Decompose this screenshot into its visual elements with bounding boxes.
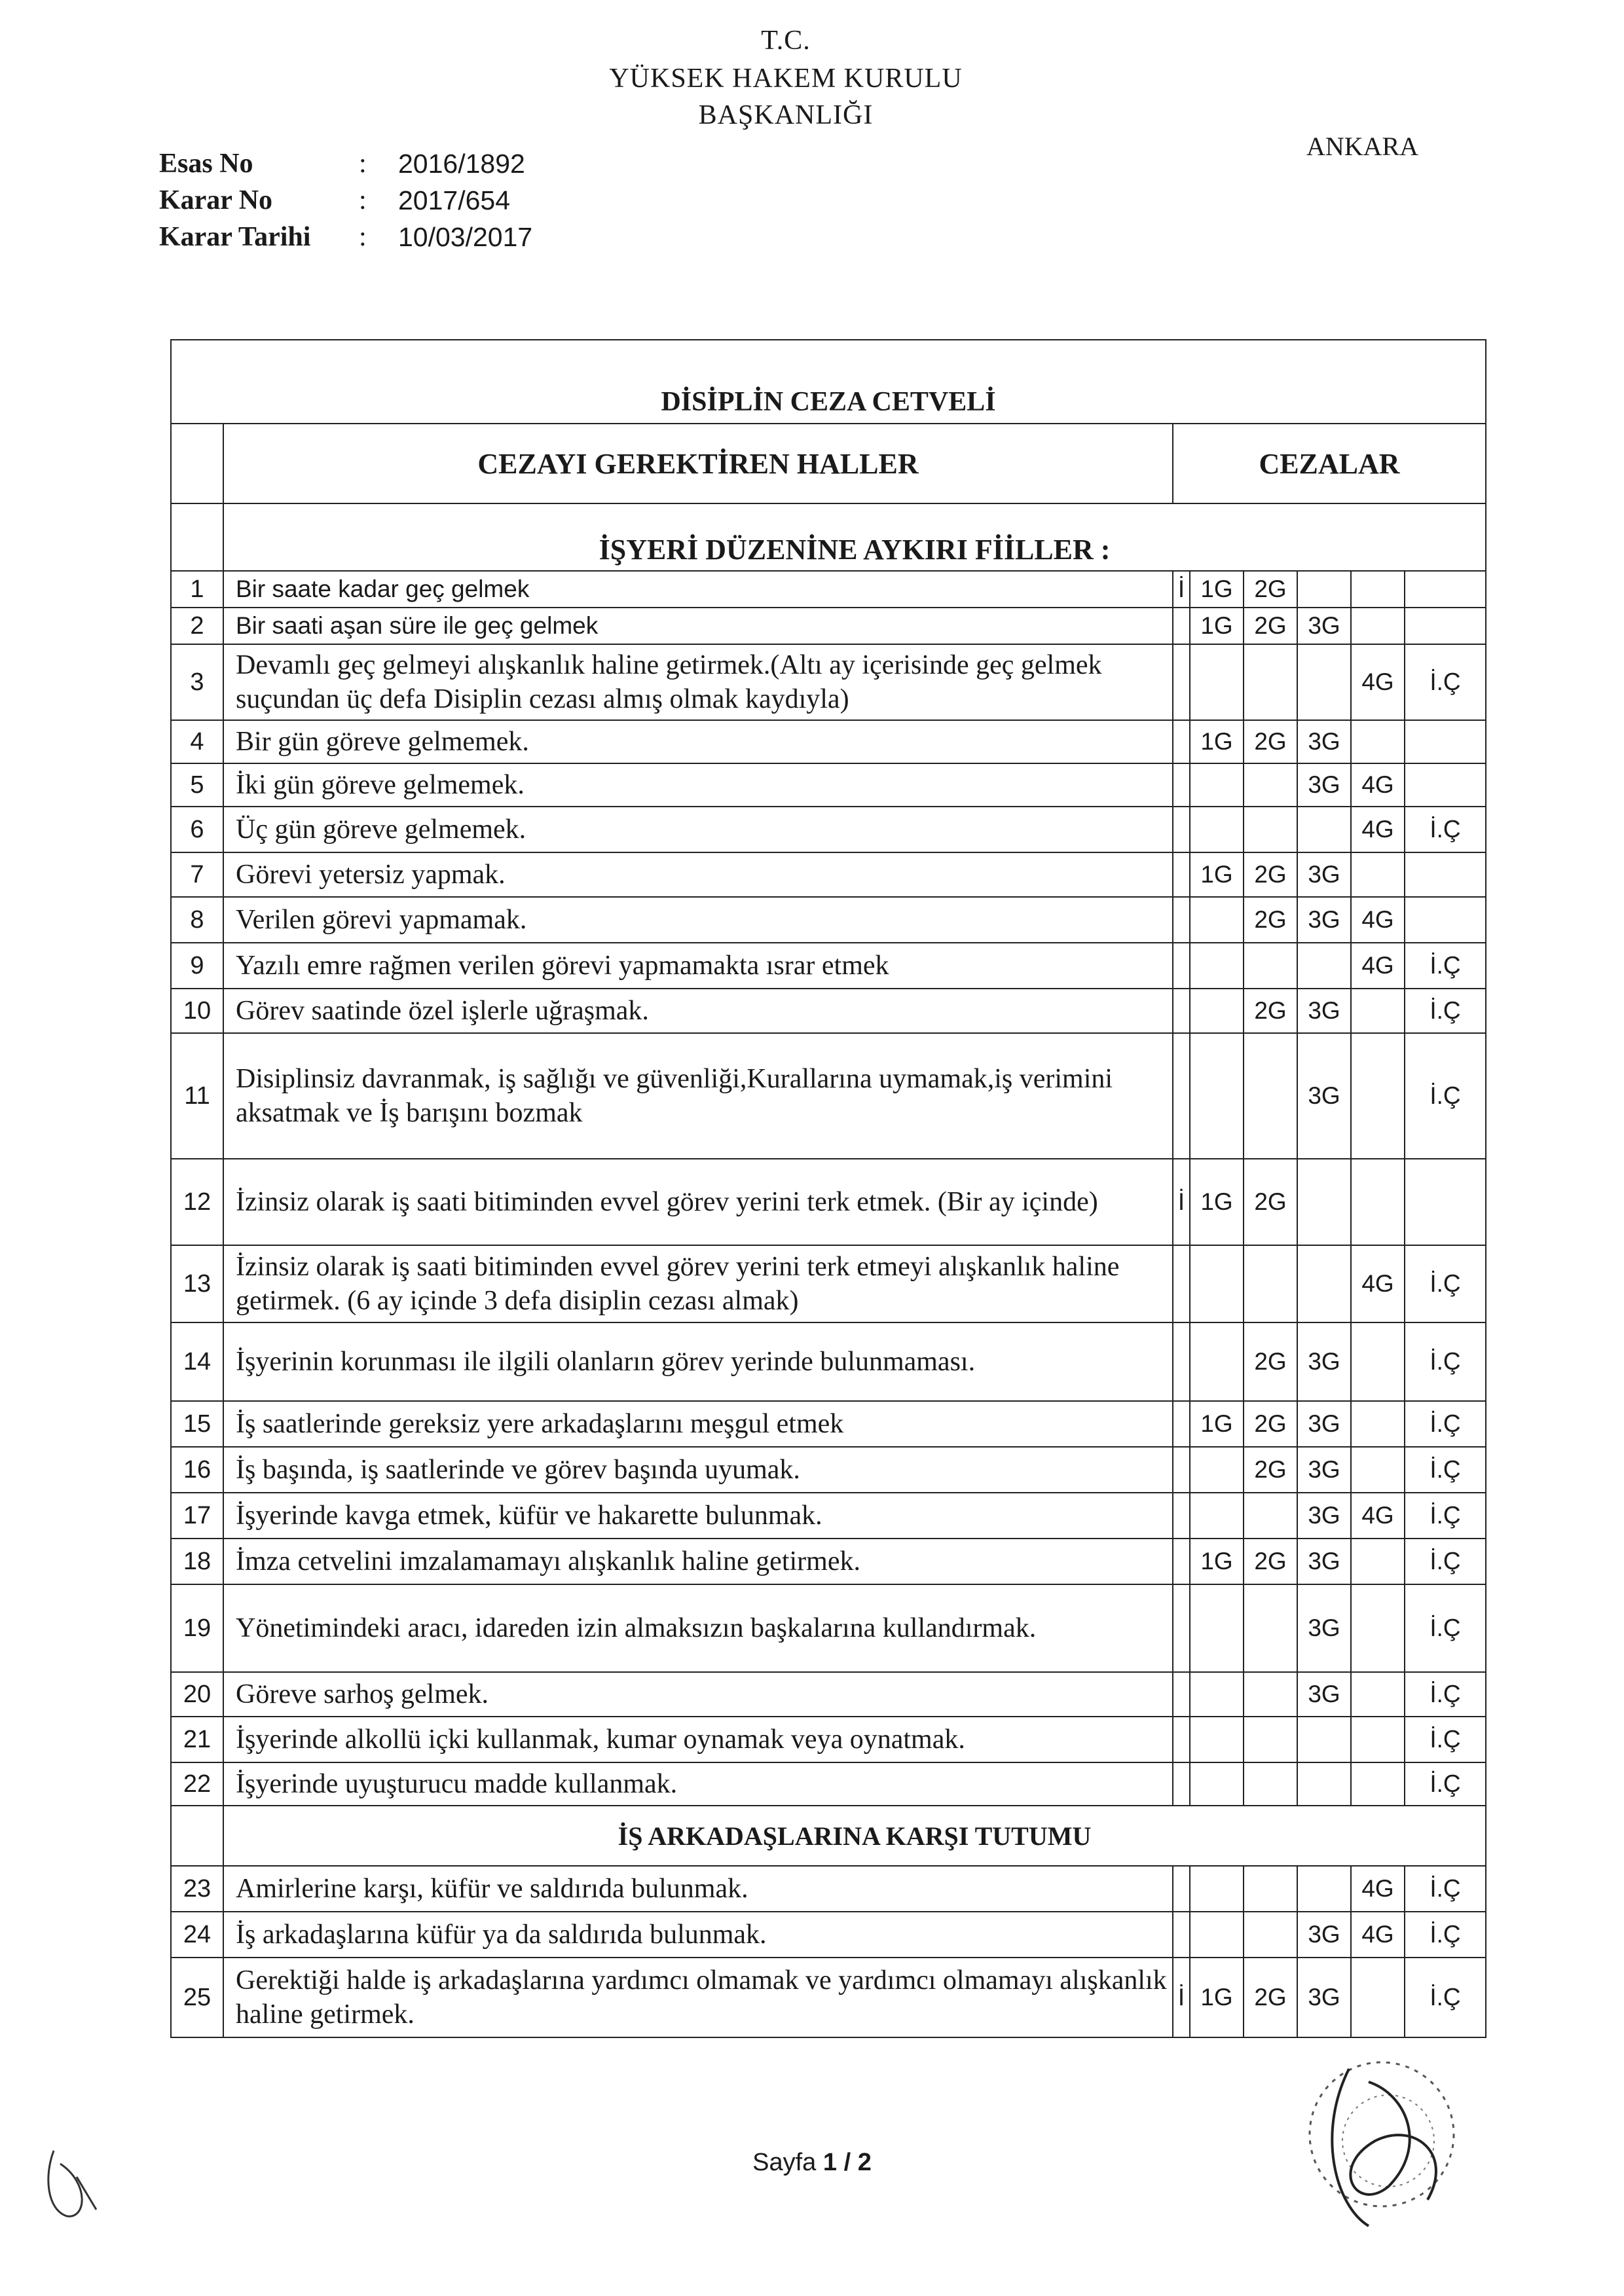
penalty-cell: 1G — [1190, 720, 1244, 763]
penalty-cell — [1351, 1447, 1405, 1493]
penalty-cell: 3G — [1297, 1447, 1351, 1493]
table-header-row — [171, 424, 1486, 503]
penalty-cell: 1G — [1190, 852, 1244, 897]
header-blank — [171, 424, 223, 503]
penalty-cell: 4G — [1351, 897, 1405, 943]
penalty-cell: 4G — [1351, 1245, 1405, 1322]
table-row — [171, 1033, 1486, 1159]
penalty-table — [170, 339, 1486, 2038]
penalty-cell — [1173, 1447, 1190, 1493]
penalty-cell — [1244, 1866, 1297, 1912]
table-row — [171, 1762, 1486, 1806]
penalty-cell — [1190, 1033, 1244, 1159]
meta-colon: : — [359, 185, 367, 215]
penalty-cell: 1G — [1190, 571, 1244, 608]
penalty-cell — [1351, 1322, 1405, 1401]
penalty-cell: 3G — [1297, 720, 1351, 763]
table-row — [171, 1322, 1486, 1401]
penalty-cell: İ — [1173, 1159, 1190, 1245]
penalty-cell — [1173, 943, 1190, 989]
penalty-cell: 3G — [1297, 1912, 1351, 1958]
penalty-cell — [1351, 989, 1405, 1033]
row-number: 5 — [171, 763, 223, 807]
penalty-cell: 3G — [1297, 897, 1351, 943]
penalty-cell: 3G — [1297, 1322, 1351, 1401]
row-number: 19 — [171, 1584, 223, 1672]
penalty-cell — [1173, 989, 1190, 1033]
penalty-cell: 2G — [1244, 1159, 1297, 1245]
penalty-cell: 4G — [1351, 1912, 1405, 1958]
row-number: 25 — [171, 1958, 223, 2037]
section-row — [171, 1806, 1486, 1866]
penalty-cell — [1297, 1717, 1351, 1762]
penalty-cell: 1G — [1190, 1539, 1244, 1584]
penalty-cell — [1190, 897, 1244, 943]
penalty-cell: 3G — [1297, 989, 1351, 1033]
penalty-cell: 2G — [1244, 1447, 1297, 1493]
penalty-cell: İ.Ç — [1405, 1245, 1486, 1322]
penalty-cell: 3G — [1297, 608, 1351, 644]
row-description: İşyerinde kavga etmek, küfür ve hakarette bulunmak. — [223, 1493, 1173, 1539]
penalty-cell: İ.Ç — [1405, 1322, 1486, 1401]
row-description: İzinsiz olarak iş saati bitiminden evvel görev yerini terk etmek. (Bir ay içinde) — [223, 1159, 1173, 1245]
table-row — [171, 897, 1486, 943]
penalty-cell — [1351, 852, 1405, 897]
section-title-colleagues: İŞ ARKADAŞLARINA KARŞI TUTUMU — [223, 1806, 1486, 1866]
penalty-cell — [1351, 608, 1405, 644]
penalty-cell — [1244, 1033, 1297, 1159]
penalty-cell — [1351, 1958, 1405, 2037]
row-description: Gerektiği halde iş arkadaşlarına yardımcı olmamak ve yardımcı olmamayı alışkanlık haline getirmek. — [223, 1958, 1173, 2037]
penalty-cell — [1297, 644, 1351, 720]
penalty-cell — [1297, 807, 1351, 852]
penalty-cell: İ.Ç — [1405, 1958, 1486, 2037]
row-description: Disiplinsiz davranmak, iş sağlığı ve güvenliği,Kurallarına uymamak,iş verimini aksatmak ve İş barışını bozmak — [223, 1033, 1173, 1159]
penalty-cell: 4G — [1351, 943, 1405, 989]
penalty-cell — [1173, 1245, 1190, 1322]
penalty-cell — [1190, 1912, 1244, 1958]
row-description: Bir gün göreve gelmemek. — [223, 720, 1173, 763]
column-header-cases: CEZAYI GEREKTİREN HALLER — [223, 424, 1173, 503]
row-number: 11 — [171, 1033, 223, 1159]
row-number: 13 — [171, 1245, 223, 1322]
row-number: 18 — [171, 1539, 223, 1584]
penalty-cell: 3G — [1297, 1584, 1351, 1672]
section-blank — [171, 1806, 223, 1866]
penalty-cell: 3G — [1297, 763, 1351, 807]
penalty-cell: İ.Ç — [1405, 1762, 1486, 1806]
penalty-cell: 1G — [1190, 1958, 1244, 2037]
row-number: 16 — [171, 1447, 223, 1493]
penalty-cell — [1173, 1539, 1190, 1584]
penalty-cell: 3G — [1297, 1539, 1351, 1584]
table-title: DİSİPLİN CEZA CETVELİ — [171, 340, 1486, 424]
penalty-cell — [1351, 1159, 1405, 1245]
case-meta — [159, 145, 532, 255]
row-description: İşyerinin korunması ile ilgili olanların görev yerinde bulunmaması. — [223, 1322, 1173, 1401]
penalty-cell — [1173, 720, 1190, 763]
penalty-cell: İ — [1173, 1958, 1190, 2037]
row-number: 3 — [171, 644, 223, 720]
penalty-cell: 4G — [1351, 807, 1405, 852]
penalty-cell — [1244, 1672, 1297, 1717]
row-description: Yazılı emre rağmen verilen görevi yapmamakta ısrar etmek — [223, 943, 1173, 989]
row-description: İş başında, iş saatlerinde ve görev başında uyumak. — [223, 1447, 1173, 1493]
table-row — [171, 1912, 1486, 1958]
penalty-cell: 2G — [1244, 720, 1297, 763]
row-number: 15 — [171, 1401, 223, 1447]
penalty-cell: İ.Ç — [1405, 1912, 1486, 1958]
penalty-cell — [1173, 644, 1190, 720]
table-row — [171, 852, 1486, 897]
penalty-cell: 2G — [1244, 571, 1297, 608]
header-department: BAŞKANLIĞI — [698, 100, 874, 130]
penalty-cell: 3G — [1297, 852, 1351, 897]
row-description: Amirlerine karşı, küfür ve saldırıda bulunmak. — [223, 1866, 1173, 1912]
table-row — [171, 720, 1486, 763]
meta-colon: : — [359, 149, 367, 179]
penalty-cell — [1244, 1762, 1297, 1806]
page-current: 1 — [822, 2149, 838, 2176]
row-description: Verilen görevi yapmamak. — [223, 897, 1173, 943]
penalty-cell: 2G — [1244, 608, 1297, 644]
row-description: İmza cetvelini imzalamamayı alışkanlık haline getirmek. — [223, 1539, 1173, 1584]
penalty-cell — [1405, 852, 1486, 897]
table-row — [171, 1159, 1486, 1245]
penalty-cell: 3G — [1297, 1672, 1351, 1717]
penalty-cell — [1190, 1245, 1244, 1322]
penalty-cell — [1190, 1672, 1244, 1717]
row-description: İzinsiz olarak iş saati bitiminden evvel görev yerini terk etmeyi alışkanlık haline getirmek. (6 ay içinde 3 defa disiplin cezası almak) — [223, 1245, 1173, 1322]
penalty-cell — [1351, 1033, 1405, 1159]
penalty-cell: 1G — [1190, 1401, 1244, 1447]
table-row — [171, 807, 1486, 852]
penalty-cell — [1351, 1401, 1405, 1447]
penalty-cell — [1190, 1717, 1244, 1762]
penalty-cell — [1405, 1159, 1486, 1245]
penalty-cell — [1405, 720, 1486, 763]
table-row — [171, 1717, 1486, 1762]
penalty-cell: 2G — [1244, 1539, 1297, 1584]
penalty-cell: 1G — [1190, 1159, 1244, 1245]
page-separator: / — [843, 2149, 851, 2176]
penalty-cell: 3G — [1297, 1401, 1351, 1447]
row-description: Görevi yetersiz yapmak. — [223, 852, 1173, 897]
penalty-cell — [1173, 763, 1190, 807]
penalty-cell — [1405, 571, 1486, 608]
penalty-cell — [1297, 1866, 1351, 1912]
row-number: 14 — [171, 1322, 223, 1401]
penalty-cell — [1190, 807, 1244, 852]
row-description: İş saatlerinde gereksiz yere arkadaşlarını meşgul etmek — [223, 1401, 1173, 1447]
penalty-cell — [1173, 1493, 1190, 1539]
penalty-cell: İ — [1173, 571, 1190, 608]
row-description: Devamlı geç gelmeyi alışkanlık haline getirmek.(Altı ay içerisinde geç gelmek suçundan üç defa Disiplin cezası almış olmak kaydıyla) — [223, 644, 1173, 720]
table-row — [171, 608, 1486, 644]
pen-mark — [41, 2138, 100, 2223]
header-organization: YÜKSEK HAKEM KURULU — [609, 64, 963, 94]
table-row — [171, 989, 1486, 1033]
row-number: 22 — [171, 1762, 223, 1806]
page-total: 2 — [857, 2149, 872, 2176]
penalty-cell: 1G — [1190, 608, 1244, 644]
table-row — [171, 1866, 1486, 1912]
table-row — [171, 571, 1486, 608]
penalty-cell — [1244, 807, 1297, 852]
penalty-cell — [1190, 1762, 1244, 1806]
row-number: 21 — [171, 1717, 223, 1762]
header-city: ANKARA — [1306, 132, 1419, 161]
penalty-cell — [1190, 1493, 1244, 1539]
penalty-cell: İ.Ç — [1405, 989, 1486, 1033]
penalty-cell — [1297, 1762, 1351, 1806]
section-title-workplace: İŞYERİ DÜZENİNE AYKIRI FİİLLER : — [223, 503, 1486, 571]
table-row — [171, 1584, 1486, 1672]
penalty-cell — [1173, 1672, 1190, 1717]
row-number: 9 — [171, 943, 223, 989]
penalty-cell — [1351, 1717, 1405, 1762]
penalty-cell — [1173, 807, 1190, 852]
meta-value: 2016/1892 — [398, 148, 525, 179]
penalty-cell — [1244, 763, 1297, 807]
table-row — [171, 1245, 1486, 1322]
column-header-penalties: CEZALAR — [1173, 424, 1486, 503]
penalty-cell — [1173, 1322, 1190, 1401]
penalty-cell: 4G — [1351, 644, 1405, 720]
penalty-cell — [1173, 1762, 1190, 1806]
meta-value: 2017/654 — [398, 185, 511, 215]
row-description: Bir saate kadar geç gelmek — [223, 571, 1173, 608]
penalty-cell: İ.Ç — [1405, 1717, 1486, 1762]
row-number: 17 — [171, 1493, 223, 1539]
meta-colon: : — [359, 222, 367, 252]
penalty-cell — [1173, 1866, 1190, 1912]
penalty-cell — [1351, 571, 1405, 608]
penalty-cell: 4G — [1351, 1866, 1405, 1912]
penalty-cell: 4G — [1351, 1493, 1405, 1539]
penalty-cell — [1173, 1033, 1190, 1159]
penalty-cell — [1173, 1584, 1190, 1672]
table-row — [171, 1539, 1486, 1584]
row-number: 8 — [171, 897, 223, 943]
row-description: İki gün göreve gelmemek. — [223, 763, 1173, 807]
row-description: Bir saati aşan süre ile geç gelmek — [223, 608, 1173, 644]
row-description: İşyerinde alkollü içki kullanmak, kumar oynamak veya oynatmak. — [223, 1717, 1173, 1762]
page-label: Sayfa — [752, 2149, 817, 2176]
row-description: Üç gün göreve gelmemek. — [223, 807, 1173, 852]
table-row — [171, 1447, 1486, 1493]
penalty-cell: 3G — [1297, 1033, 1351, 1159]
official-stamp-signature — [1257, 2043, 1506, 2239]
row-number: 24 — [171, 1912, 223, 1958]
meta-row-esas — [159, 145, 532, 182]
penalty-cell: 2G — [1244, 852, 1297, 897]
header-tc: T.C. — [761, 26, 811, 56]
row-number: 20 — [171, 1672, 223, 1717]
row-number: 7 — [171, 852, 223, 897]
penalty-cell — [1173, 1912, 1190, 1958]
penalty-cell: 2G — [1244, 1958, 1297, 2037]
table-row — [171, 943, 1486, 989]
table-row — [171, 1401, 1486, 1447]
penalty-cell: İ.Ç — [1405, 1033, 1486, 1159]
penalty-cell — [1297, 571, 1351, 608]
table-row — [171, 763, 1486, 807]
penalty-cell — [1190, 1322, 1244, 1401]
penalty-cell: İ.Ç — [1405, 1493, 1486, 1539]
penalty-cell — [1351, 1539, 1405, 1584]
table-row — [171, 644, 1486, 720]
penalty-cell — [1190, 1447, 1244, 1493]
penalty-cell — [1351, 720, 1405, 763]
penalty-cell — [1190, 1584, 1244, 1672]
penalty-cell — [1244, 644, 1297, 720]
table-row — [171, 1958, 1486, 2037]
meta-row-tarih — [159, 219, 532, 255]
penalty-cell — [1173, 852, 1190, 897]
penalty-cell: İ.Ç — [1405, 1584, 1486, 1672]
penalty-cell — [1244, 1717, 1297, 1762]
penalty-cell: İ.Ç — [1405, 1539, 1486, 1584]
penalty-cell — [1173, 897, 1190, 943]
penalty-cell: İ.Ç — [1405, 943, 1486, 989]
row-description: Yönetimindeki aracı, idareden izin almaksızın başkalarına kullandırmak. — [223, 1584, 1173, 1672]
penalty-cell: İ.Ç — [1405, 1866, 1486, 1912]
penalty-cell — [1297, 1159, 1351, 1245]
section-row — [171, 503, 1486, 571]
penalty-cell — [1190, 1866, 1244, 1912]
row-number: 10 — [171, 989, 223, 1033]
row-number: 1 — [171, 571, 223, 608]
penalty-cell: İ.Ç — [1405, 807, 1486, 852]
penalty-cell: İ.Ç — [1405, 644, 1486, 720]
penalty-cell: 3G — [1297, 1493, 1351, 1539]
penalty-cell — [1190, 989, 1244, 1033]
penalty-cell — [1351, 1584, 1405, 1672]
meta-label: Karar No — [159, 185, 273, 215]
penalty-cell — [1244, 1912, 1297, 1958]
penalty-cell — [1190, 644, 1244, 720]
penalty-cell: 3G — [1297, 1958, 1351, 2037]
penalty-cell — [1297, 1245, 1351, 1322]
penalty-cell: 2G — [1244, 1401, 1297, 1447]
penalty-cell: İ.Ç — [1405, 1401, 1486, 1447]
penalty-cell — [1405, 763, 1486, 807]
penalty-cell — [1297, 943, 1351, 989]
row-description: İşyerinde uyuşturucu madde kullanmak. — [223, 1762, 1173, 1806]
row-number: 4 — [171, 720, 223, 763]
row-number: 6 — [171, 807, 223, 852]
penalty-cell — [1244, 943, 1297, 989]
table-row — [171, 1672, 1486, 1717]
row-number: 23 — [171, 1866, 223, 1912]
penalty-cell — [1405, 897, 1486, 943]
penalty-cell — [1244, 1584, 1297, 1672]
penalty-cell — [1190, 943, 1244, 989]
penalty-cell — [1405, 608, 1486, 644]
penalty-cell: 2G — [1244, 989, 1297, 1033]
penalty-cell — [1190, 763, 1244, 807]
penalty-cell — [1244, 1493, 1297, 1539]
penalty-cell: İ.Ç — [1405, 1447, 1486, 1493]
penalty-cell — [1244, 1245, 1297, 1322]
penalty-cell: 2G — [1244, 897, 1297, 943]
penalty-cell — [1351, 1762, 1405, 1806]
meta-value: 10/03/2017 — [398, 221, 533, 252]
penalty-cell — [1173, 1401, 1190, 1447]
penalty-cell: İ.Ç — [1405, 1672, 1486, 1717]
penalty-cell — [1173, 608, 1190, 644]
meta-label: Karar Tarihi — [159, 222, 311, 252]
section-blank — [171, 503, 223, 571]
row-number: 12 — [171, 1159, 223, 1245]
row-description: İş arkadaşlarına küfür ya da saldırıda bulunmak. — [223, 1912, 1173, 1958]
penalty-cell: 2G — [1244, 1322, 1297, 1401]
penalty-cell — [1173, 1717, 1190, 1762]
row-description: Görev saatinde özel işlerle uğraşmak. — [223, 989, 1173, 1033]
penalty-cell: 4G — [1351, 763, 1405, 807]
meta-label: Esas No — [159, 149, 253, 179]
table-title-row — [171, 340, 1486, 424]
row-number: 2 — [171, 608, 223, 644]
table-row — [171, 1493, 1486, 1539]
penalty-cell — [1351, 1672, 1405, 1717]
meta-row-karar — [159, 182, 532, 219]
row-description: Göreve sarhoş gelmek. — [223, 1672, 1173, 1717]
